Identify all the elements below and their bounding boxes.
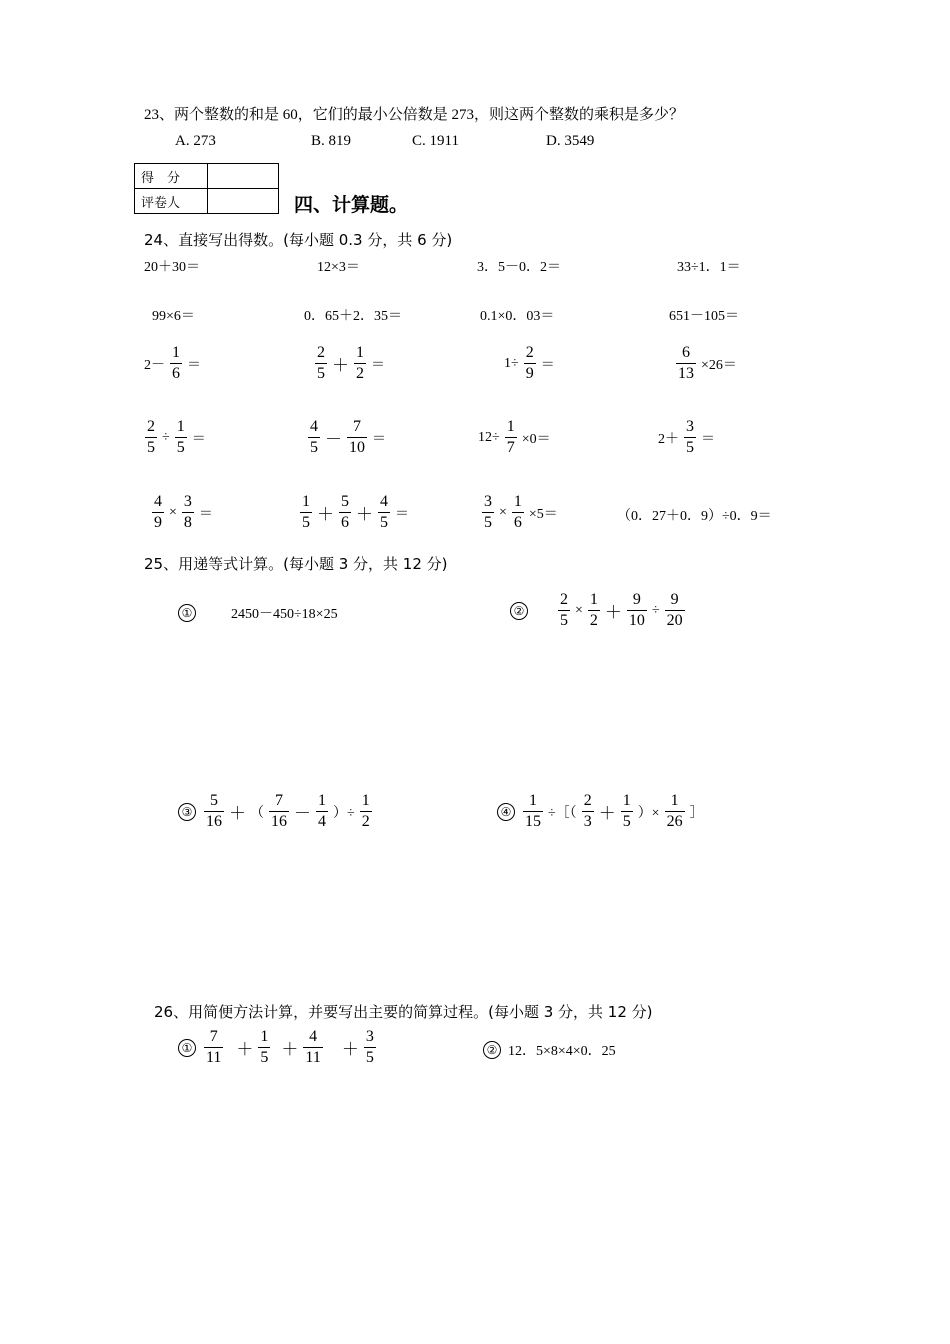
q24-r2-4: 651－105＝ — [669, 309, 739, 324]
q24-r5-3: $\frac{3}{5}$ × $\frac{1}{6}$ ×5＝ — [484, 493, 558, 531]
q26-item-1: ① $\frac{7}{11}$ ＋ $\frac{1}{5}$ ＋ $\frac{4}{11}$ ＋ $\frac{3}{5}$ — [178, 1027, 378, 1068]
q24-r2-1: 99×6＝ — [152, 309, 195, 324]
option-a: A. 273 — [175, 133, 216, 149]
q24-r4-3: 12÷ $\frac{1}{7}$ ×0＝ — [478, 418, 551, 456]
q25-item-1: ① 2450－450÷18×25 — [178, 603, 339, 623]
q24-r3-4: $\frac{6}{13}$ ×26＝ — [678, 344, 737, 382]
question-23: 23、两个整数的和是 60，它们的最小公倍数是 273，则这两个整数的乘积是多少？ — [144, 107, 685, 123]
q24-r2-2: 0．65＋2．35＝ — [304, 309, 402, 324]
q24-r5-1: $\frac{4}{9}$ × $\frac{3}{8}$ ＝ — [154, 493, 213, 531]
q26-item-2: ② 12．5×8×4×0．25 — [483, 1040, 617, 1060]
q24-r3-3: 1÷ $\frac{2}{9}$ ＝ — [504, 344, 555, 382]
q24-r2-3: 0.1×0．03＝ — [480, 309, 555, 324]
q25-item-3: ③ $\frac{5}{16}$ ＋ （ $\frac{7}{16}$ － $\frac{1}{4}$ ）÷ $\frac{1}{2}$ — [178, 791, 374, 832]
q25-item-4: ④ $\frac{1}{15}$ ÷［（ $\frac{2}{3}$ ＋ $\frac{1}{5}$ ）× $\frac{1}{26}$ ］ — [497, 791, 705, 832]
question-24-title: 24、直接写出得数。(每小题 0.3 分，共 6 分) — [144, 231, 453, 249]
q24-r1-3: 3．5－0．2＝ — [477, 260, 561, 275]
option-b: B. 819 — [311, 133, 352, 149]
q24-r1-1: 20＋30＝ — [144, 260, 200, 275]
option-d: D. 3549 — [546, 133, 595, 149]
score-value — [208, 164, 279, 189]
q24-r1-4: 33÷1．1＝ — [677, 260, 741, 275]
q25-item-2: ② $\frac{2}{5}$ × $\frac{1}{2}$ ＋ $\frac{9}{10}$ ÷ $\frac{9}{20}$ — [510, 590, 687, 631]
question-26-title: 26、用简便方法计算，并要写出主要的简算过程。(每小题 3 分，共 12 分) — [154, 1003, 653, 1021]
question-25-title: 25、用递等式计算。(每小题 3 分，共 12 分) — [144, 555, 448, 573]
q24-r5-4: （0．27＋0．9）÷0．9＝ — [617, 509, 772, 524]
score-table — [134, 163, 279, 214]
q24-r5-2: $\frac{1}{5}$ ＋ $\frac{5}{6}$ ＋ $\frac{4}{5}$ ＝ — [302, 493, 409, 531]
q24-r4-2: $\frac{4}{5}$ － $\frac{7}{10}$ ＝ — [310, 418, 386, 456]
option-c: C. 1911 — [412, 133, 459, 149]
q24-r1-2: 12×3＝ — [317, 260, 360, 275]
q24-r4-4: 2＋ $\frac{3}{5}$ ＝ — [658, 418, 715, 456]
grader-value — [208, 189, 279, 214]
score-label: 得 分 — [135, 164, 208, 189]
section-title: 四、计算题。 — [294, 194, 409, 216]
q24-r3-1: 2－ $\frac{1}{6}$ ＝ — [144, 344, 201, 382]
grader-label: 评卷人 — [135, 189, 208, 214]
q24-r4-1: $\frac{2}{5}$ ÷ $\frac{1}{5}$ ＝ — [147, 418, 206, 456]
q24-r3-2: $\frac{2}{5}$ ＋ $\frac{1}{2}$ ＝ — [317, 344, 385, 382]
